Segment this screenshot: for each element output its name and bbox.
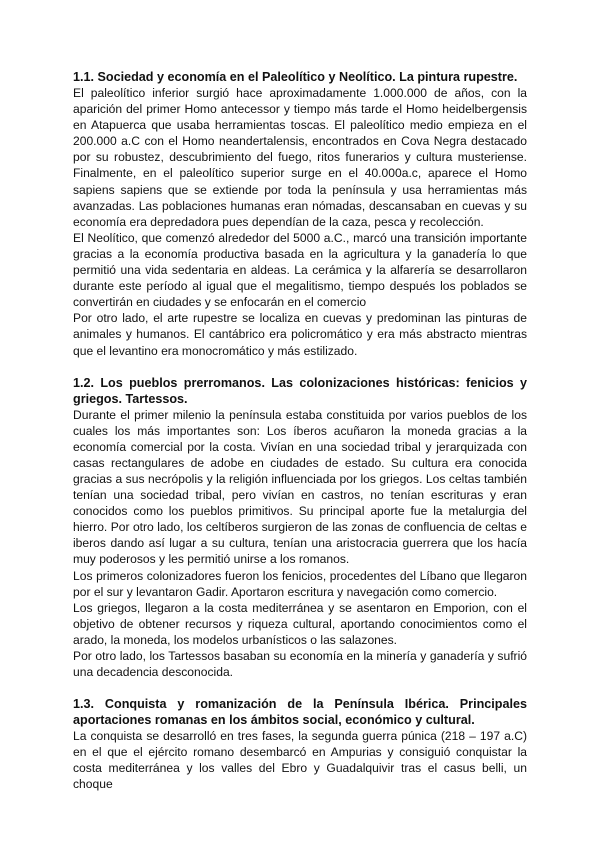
paragraph: Los griegos, llegaron a la costa mediterránea y se asentaron en Emporion, con el objetivo de obtener recursos y riqueza cultural, aportando conocimientos como el arado, la moneda, los modelos urbanísticos o las salazones.: [73, 600, 527, 647]
section-spacer: [73, 359, 527, 375]
paragraph: Durante el primer milenio la península estaba constituida por varios pueblos de los cuales los más importantes son: Los íberos acuñaron la moneda gracias a la economía comercial por la costa. Vivían en una sociedad tribal y jerarquizada con casas rectangulares de adobe en ciudades de estado. Su cultura era conocida gracias a sus necrópolis y la religión influenciada por los griegos. Los celtas también tenían una sociedad tribal, pero vivían en castros, no tenían escrituras y eran conocidos como los pueblos primitivos. Su principal aporte fue la metalurgia del hierro. Por otro lado, los celtíberos surgieron de las zonas de confluencia de celtas e iberos dando así lugar a su cultura, tenían una aristocracia guerrera que los hacía muy poderosos y les permitió unirse a los romanos.: [73, 407, 527, 567]
section-1-2: [73, 375, 527, 681]
paragraph: El paleolítico inferior surgió hace aproximadamente 1.000.000 de años, con la aparición del primer Homo antecessor y tiempo más tarde el Homo heidelbergensis en Atapuerca que usaba herramientas toscas. El paleolítico medio empieza en el 200.000 a.C con el Homo neandertalensis, encontrados en Cova Negra destacado por su robustez, descubrimiento del fuego, ritos funerarios y cultura musteriense. Finalmente, en el paleolítico superior surge en el 40.000a.c, aparece el Homo sapiens sapiens que se extiende por toda la península y usa herramientas más avanzadas. Las poblaciones humanas eran nómadas, descansaban en cuevas y su economía era depredadora pues dependían de la caza, pesca y recolección.: [73, 86, 527, 229]
section-heading: 1.2. Los pueblos prerromanos. Las colonizaciones históricas: fenicios y griegos. Tartessos.: [73, 375, 527, 406]
section-heading: 1.3. Conquista y romanización de la Península Ibérica. Principales aportaciones romanas en los ámbitos social, económico y cultural.: [73, 697, 527, 728]
paragraph: Los primeros colonizadores fueron los fenicios, procedentes del Líbano que llegaron por el sur y levantaron Gadir. Aportaron escritura y navegación como comercio.: [73, 568, 527, 599]
paragraph: La conquista se desarrolló en tres fases, la segunda guerra púnica (218 – 197 a.C) en el que el ejército romano desembarcó en Ampurias y consiguió conquistar la costa mediterránea y los valles del Ebro y Guadalquivir tras el casus belli, un choque: [73, 729, 527, 792]
section-spacer: [73, 680, 527, 696]
section-heading: 1.1. Sociedad y economía en el Paleolítico y Neolítico. La pintura rupestre.: [73, 70, 518, 84]
section-1-3: [73, 696, 527, 792]
paragraph: Por otro lado, los Tartessos basaban su economía en la minería y ganadería y sufrió una decadencia desconocida.: [73, 649, 527, 680]
paragraph: Por otro lado, el arte rupestre se localiza en cuevas y predominan las pinturas de animales y humanos. El cantábrico era policromático y era más abstracto mientras que el levantino era monocromático y más estilizado.: [73, 311, 527, 358]
section-1-1: [73, 69, 527, 359]
paragraph: El Neolítico, que comenzó alrededor del 5000 a.C., marcó una transición importante gracias a la economía productiva basada en la agricultura y la ganadería lo que permitió una vida sedentaria en aldeas. La cerámica y la alfarería se desarrollaron durante este período al igual que el megalitismo, tiempo después los poblados se convertirán en ciudades y se enfocarán en el comercio: [73, 230, 527, 310]
